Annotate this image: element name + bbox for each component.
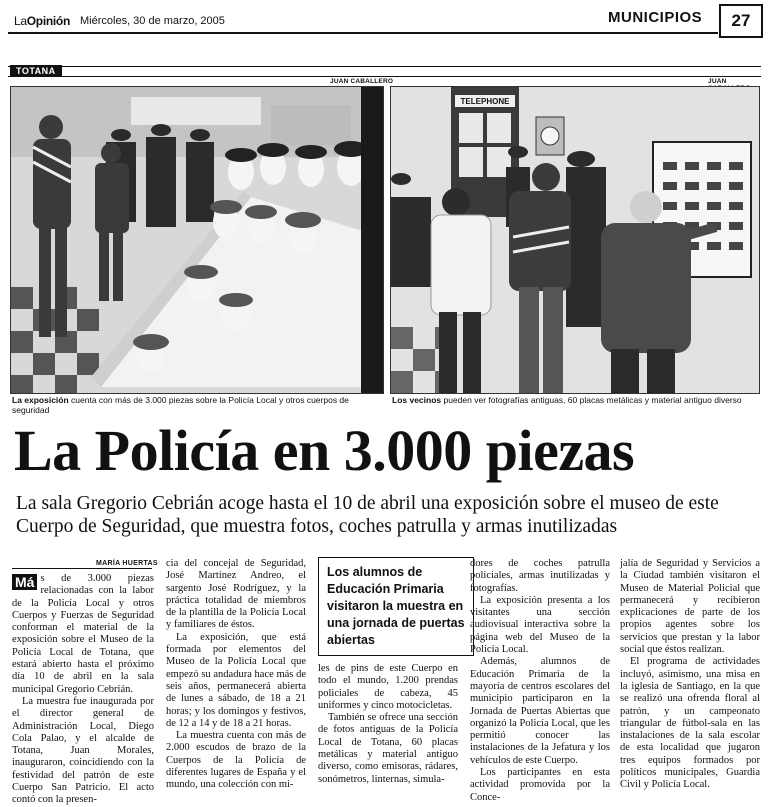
photo-credit-2: JUAN [708,78,727,85]
photo-caption-2 [392,395,758,405]
col4-para-3: Además, alumnos de Educación Primaria de la mayoría de centros escolares del municipio participaron en la Jornada de Puertas Abiertas que organizó la Policía Local, que les permitió conocer las instalaciones de la Jefatura y los vehículos de este Cuerpo. [470,656,610,766]
col5-para-2: El programa de actividades incluyó, asimismo, una misa en la iglesia de Santiago, en la que se realizó una ofrenda floral al patrón, y un campeonato triangular de fútbol-sala en las instalaciones de la sala escolar de esta localidad que jugaron tres equipos formados por políticos municipales, Guardia Civil y Policía Local. [620,656,760,791]
col2-para-2: La exposición, que está formada por elementos del Museo de la Policía Local que empezó su andadura hace más de seis años, permanecerá abierta de lunes a sábado, de 18 a 21 horas; y los domingos y festivos, de 12 a 14 y de 18 a 21 horas. [166,631,306,729]
exhibition-photo-illustration [11,87,383,393]
col1-para-2: La muestra fue inaugurada por el director general de Administración Local, Diego Cola Palao, y el alcalde de Totana, Juan Morales, inauguraron, coincidiendo con la festividad del patrón de este Cuerpo San Patricio. El acto contó con la presen- [12,695,154,806]
page-number: 27 [719,4,763,38]
col4-para-4: Los participantes en esta actividad promovida por la Conce- [470,767,610,803]
newspaper-logo [14,14,70,28]
caption-2-lead: Los vecinos [392,395,442,405]
col3-para-1: les de pins de este Cuerpo en todo el mundo, 1.200 prendas policiales de cabeza, 45 uniformes y cinco motocicletas. [318,663,458,711]
caption-1-text: cuenta con más de 3.000 piezas sobre la Policía Local y otros cuerpos de seguridad [12,395,349,415]
pull-quote: Los alumnos de Educación Primaria visitaron la muestra en una jornada de puertas abiertas [318,557,474,656]
logo-prefix: La [14,14,27,28]
header-rule [8,32,718,34]
col4-para-2: La exposición presenta a los visitantes una sección audiovisual interactiva sobre la página web del Museo de la Policía Local. [470,594,610,656]
visitors-photo [390,86,760,394]
article-column-2 [166,558,306,792]
caption-1-lead: La exposición [12,395,69,405]
caption-2-text: pueden ver fotografías antiguas, 60 placas metálicas y material antiguo diverso [441,395,742,405]
col2-para-1: cia del concejal de Seguridad, José Martínez Andreo, el sargento José Rodríguez, y la práctica totalidad de miembros de la plantilla de la Policía Local y familiares de éstos. [166,558,306,631]
article-column-4 [470,558,610,804]
section-title: MUNICIPIOS [608,9,703,26]
col4-para-1: dores de coches patrulla policiales, armas inutilizadas y fotografías. [470,558,610,594]
col2-para-3: La muestra cuenta con más de 2.000 escudos de brazo de la Cuerpos de la Policía de diferentes lugares de España y el mundo, una colección con mi- [166,730,306,791]
headline: La Policía en 3.000 piezas [14,418,635,483]
col1-para-1: s de 3.000 piezas relacionadas con la labor de la Policía Local y otros Cuerpos y Fuerzas de Seguridad conforman el material de la exposición sobre el Museo de la Policía Local de Totana, que estará abierto hasta el próximo día 10 de abril en la sala municipal Gregorio Cebrián. [12,573,154,695]
exhibition-photo [10,86,384,394]
telephone-sign: TELEPHONE [460,97,510,106]
col3-para-2: También se ofrece una sección de fotos antiguas de la Policía Local de Totana, 60 placas metálicas y material antiguo diverso, como emisoras, rádares, sonómetros, linternas, simula- [318,712,458,785]
section-tag-bar [8,66,761,77]
issue-date: Miércoles, 30 de marzo, 2005 [80,15,225,27]
photo-caption-1 [12,395,384,415]
photo-credit-1: JUAN CABALLERO [330,78,394,85]
visitors-photo-illustration [391,87,759,393]
section-tag: TOTANA [10,65,62,77]
article-column-5 [620,558,760,792]
byline-rule [12,568,152,569]
logo-main: Opinión [26,14,70,28]
article-column-1 [12,573,154,807]
drop-cap: Má [12,574,37,590]
col5-para-1: jalía de Seguridad y Servicios a la Ciudad también visitaron el Museo de Material Policial que permanecerá y recibieron explicaciones de parte de los propios agentes sobre los servicios que prestan y la labor social que éstos realizan. [620,558,760,656]
article-column-3 [318,663,458,786]
subheadline: La sala Gregorio Cebrián acoge hasta el 10 de abril una exposición sobre el museo de este Cuerpo de Seguridad, que muestra fotos, coches patrulla y armas inutilizadas [16,493,719,537]
byline: MARÍA HUERTAS [96,560,158,567]
